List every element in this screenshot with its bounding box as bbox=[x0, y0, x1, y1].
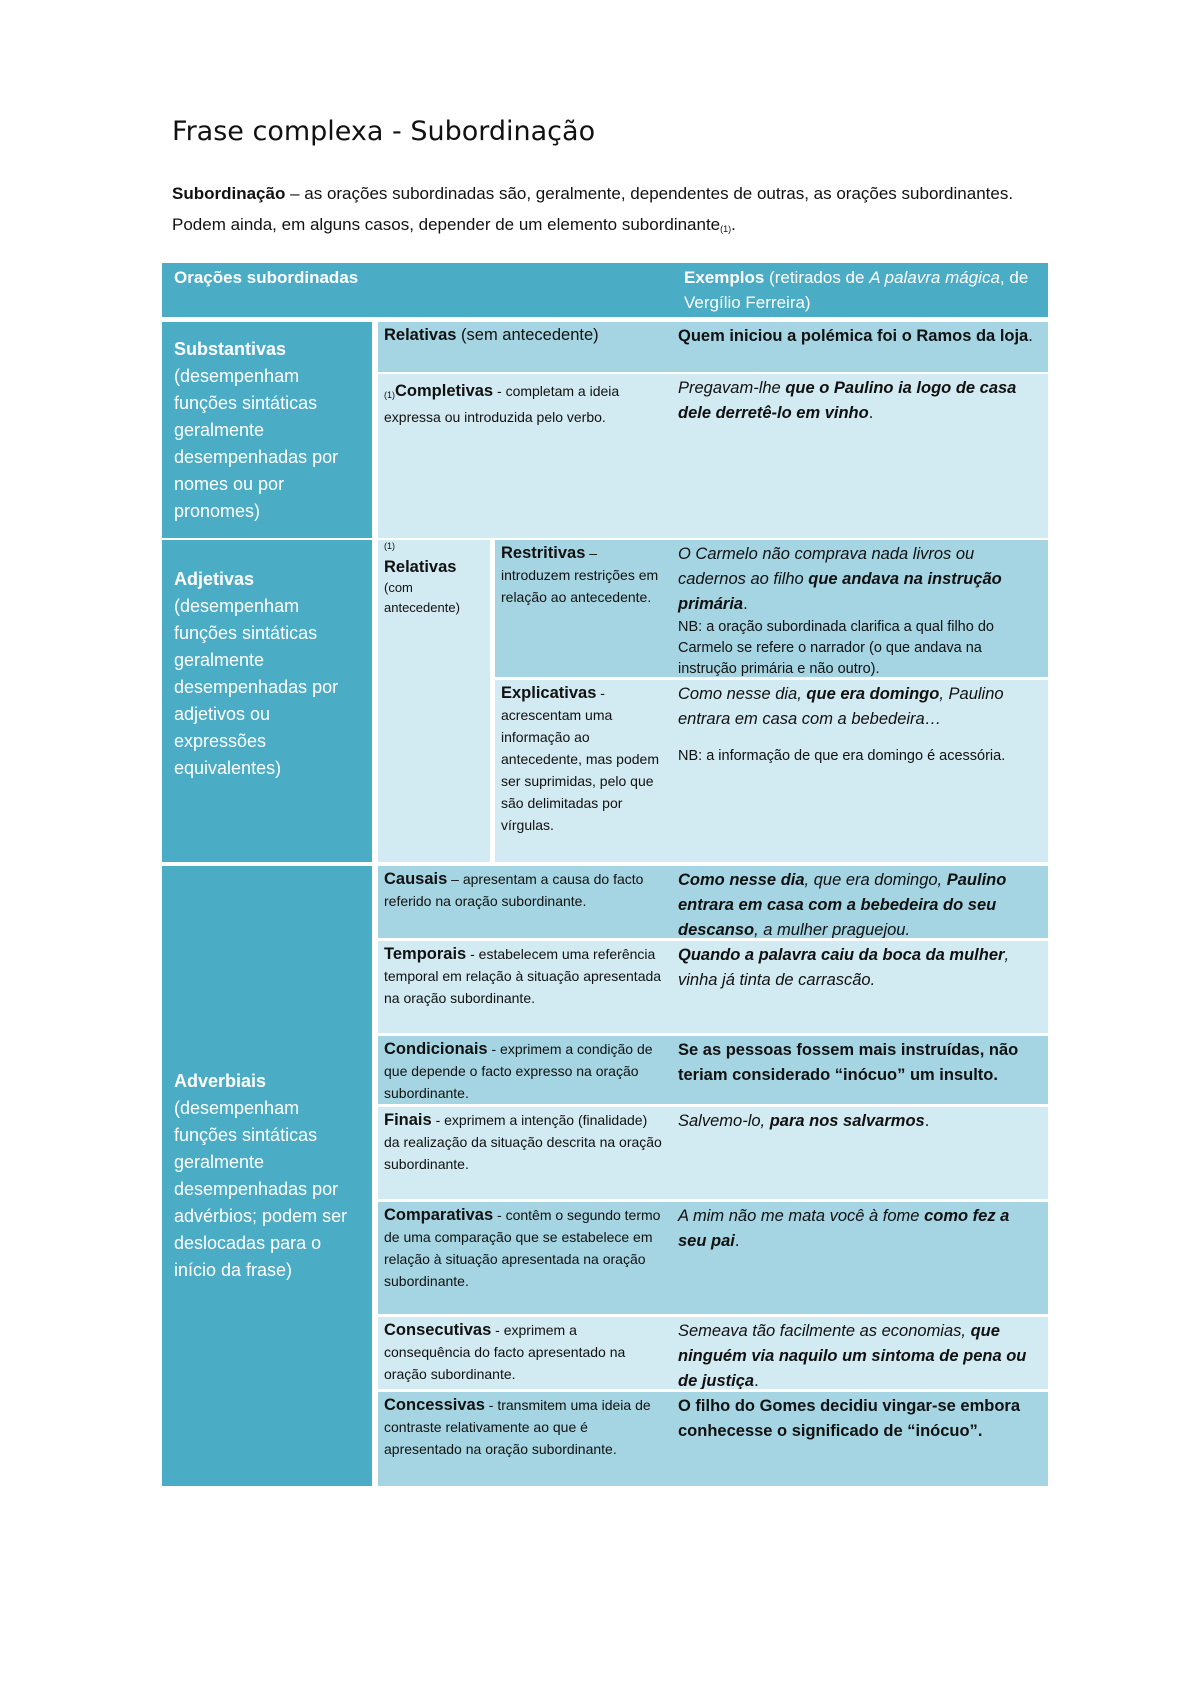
type-relativas-com-antecedente: (1) Relativas (com antecedente) bbox=[378, 540, 490, 862]
type-relativas-sem-antecedente: Relativas (sem antecedente) bbox=[378, 322, 672, 372]
example-restritivas: O Carmelo não comprava nada livros ou cadernos ao filho que andava na instrução primária. NB: a oração subordinada clarifica a qual filho do Carmelo se refere o narrador (o que andava na instrução primária e não outro). bbox=[672, 540, 1048, 677]
example-explicativas: Como nesse dia, que era domingo, Paulino entrara em casa com a bebedeira… NB: a informação de que era domingo é acessória. bbox=[672, 680, 1048, 862]
intro-paragraph: Subordinação – as orações subordinadas são, geralmente, dependentes de outras, as orações subordinantes. Podem ainda, em alguns casos, depender de um elemento subordinante$_{(1)}$. bbox=[172, 184, 1014, 234]
example-finais: Salvemo-lo, para nos salvarmos. bbox=[672, 1107, 1048, 1199]
type-temporais: Temporais - estabelecem uma referência temporal em relação à situação apresentada na oração subordinante. bbox=[378, 941, 672, 1033]
type-completivas: $_{(1)}$Completivas - completam a ideia expressa ou introduzida pelo verbo. bbox=[378, 374, 672, 538]
intro-term: Subordinação bbox=[172, 184, 286, 203]
page-title: Frase complexa - Subordinação bbox=[172, 116, 596, 147]
example-completivas: Pregavam-lhe que o Paulino ia logo de casa dele derretê-lo em vinho. bbox=[672, 374, 1048, 538]
type-condicionais: Condicionais - exprimem a condição de que depende o facto expresso na oração subordinante. bbox=[378, 1036, 672, 1104]
type-comparativas: Comparativas - contêm o segundo termo de uma comparação que se estabelece em relação à situação apresentada na oração subordinante. bbox=[378, 1202, 672, 1314]
example-temporais: Quando a palavra caiu da boca da mulher, vinha já tinta de carrascão. bbox=[672, 941, 1048, 1033]
type-finais: Finais - exprimem a intenção (finalidade) da realização da situação descrita na oração subordinante. bbox=[378, 1107, 672, 1199]
example-condicionais: Se as pessoas fossem mais instruídas, não teriam considerado “inócuo” um insulto. bbox=[672, 1036, 1048, 1104]
example-concessivas: O filho do Gomes decidiu vingar-se embora conhecesse o significado de “inócuo”. bbox=[672, 1392, 1048, 1486]
type-consecutivas: Consecutivas - exprimem a consequência do facto apresentado na oração subordinante. bbox=[378, 1317, 672, 1389]
type-explicativas: Explicativas - acrescentam uma informação ao antecedente, mas podem ser suprimidas, pelo que são delimitadas por vírgulas. bbox=[495, 680, 672, 862]
table-header-oracoes: Orações subordinadas bbox=[162, 263, 672, 317]
category-adjetivas: Adjetivas (desempenham funções sintáticas geralmente desempenhadas por adjetivos ou expressões equivalentes) bbox=[162, 540, 372, 862]
example-consecutivas: Semeava tão facilmente as economias, que ninguém via naquilo um sintoma de pena ou de justiça. bbox=[672, 1317, 1048, 1389]
intro-text: – as orações subordinadas são, geralmente, dependentes de outras, as orações subordinantes. Podem ainda, em alguns casos, depender de um elemento subordinante bbox=[172, 184, 1014, 234]
type-causais: Causais – apresentam a causa do facto referido na oração subordinante. bbox=[378, 866, 672, 938]
table-header-exemplos: Exemplos (retirados de A palavra mágica, de Vergílio Ferreira) bbox=[672, 263, 1048, 317]
example-causais: Como nesse dia, que era domingo, Paulino entrara em casa com a bebedeira do seu descanso, a mulher praguejou. bbox=[672, 866, 1048, 938]
example-relativas-sem-antecedente: Quem iniciou a polémica foi o Ramos da loja. bbox=[672, 322, 1048, 372]
category-adverbiais: Adverbiais (desempenham funções sintáticas geralmente desempenhadas por advérbios; podem ser deslocadas para o início da frase) bbox=[162, 866, 372, 1486]
type-concessivas: Concessivas - transmitem uma ideia de contraste relativamente ao que é apresentado na oração subordinante. bbox=[378, 1392, 672, 1486]
category-substantivas: Substantivas (desempenham funções sintáticas geralmente desempenhadas por nomes ou por pronomes) bbox=[162, 322, 372, 538]
intro-ref: (1) bbox=[720, 224, 732, 234]
type-restritivas: Restritivas – introduzem restrições em relação ao antecedente. bbox=[495, 540, 672, 677]
example-comparativas: A mim não me mata você à fome como fez a seu pai. bbox=[672, 1202, 1048, 1314]
